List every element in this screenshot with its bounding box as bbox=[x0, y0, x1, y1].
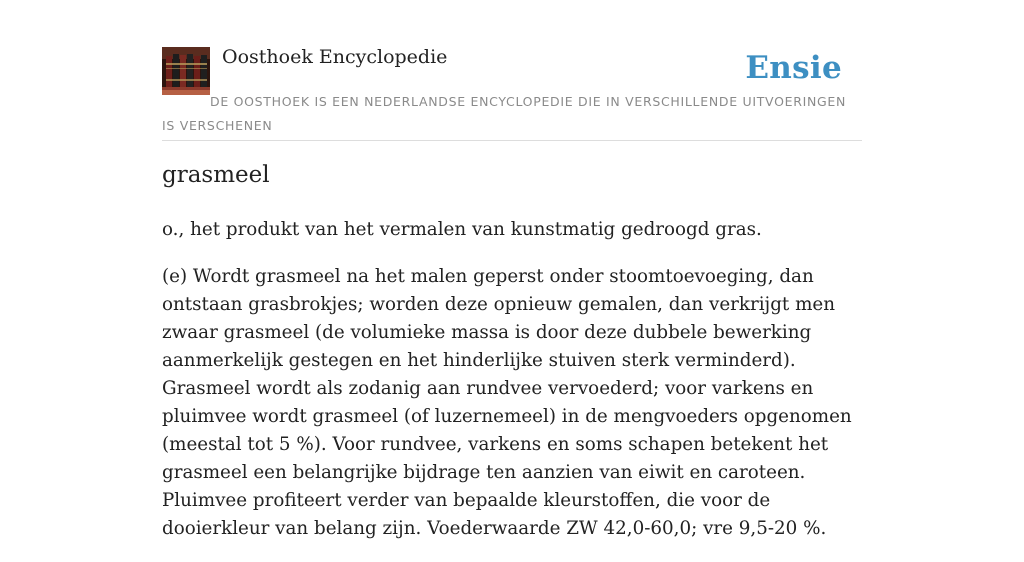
explanation-paragraph: (e) Wordt grasmeel na het malen geperst onder stoomtoevoeging, dan ontstaan grasbrokjes; worden deze opnieuw gemalen, dan verkrijgt men zwaar grasmeel (de volumieke massa is door deze dubbele bewerking aanmerkelijk gestegen en het hinderlijke stuiven sterk verminderd). Grasmeel wordt als zodanig aan rundvee vervoederd; voor varkens en pluimvee wordt grasmeel (of luzernemeel) in de mengvoeders opgenomen (meestal tot 5 %). Voor rundvee, varkens en soms schapen betekent het grasmeel een belangrijke bijdrage ten aanzien van eiwit en caroteen. Pluimvee profiteert verder van bepaalde kleurstoffen, die voor de dooierkleur van belang zijn. Voederwaarde ZW 42,0-60,0; vre 9,5-20 %. bbox=[162, 266, 852, 539]
definition-paragraph: o., het produkt van het vermalen van kunstmatig gedroogd gras. bbox=[162, 219, 762, 240]
ensie-logo-link[interactable]: Ensie bbox=[745, 50, 842, 86]
site-title-link[interactable]: Oosthoek Encyclopedie bbox=[222, 46, 448, 68]
bookshelf-image bbox=[162, 47, 210, 95]
encyclopedia-avatar[interactable] bbox=[162, 47, 210, 95]
term-heading: grasmeel bbox=[162, 162, 270, 188]
article-body bbox=[162, 216, 862, 562]
site-tagline: DE OOSTHOEK IS EEN NEDERLANDSE ENCYCLOPEDIE DIE IN VERSCHILLENDE UITVOERINGEN IS VERSCHENEN bbox=[162, 94, 847, 133]
header bbox=[162, 46, 862, 141]
